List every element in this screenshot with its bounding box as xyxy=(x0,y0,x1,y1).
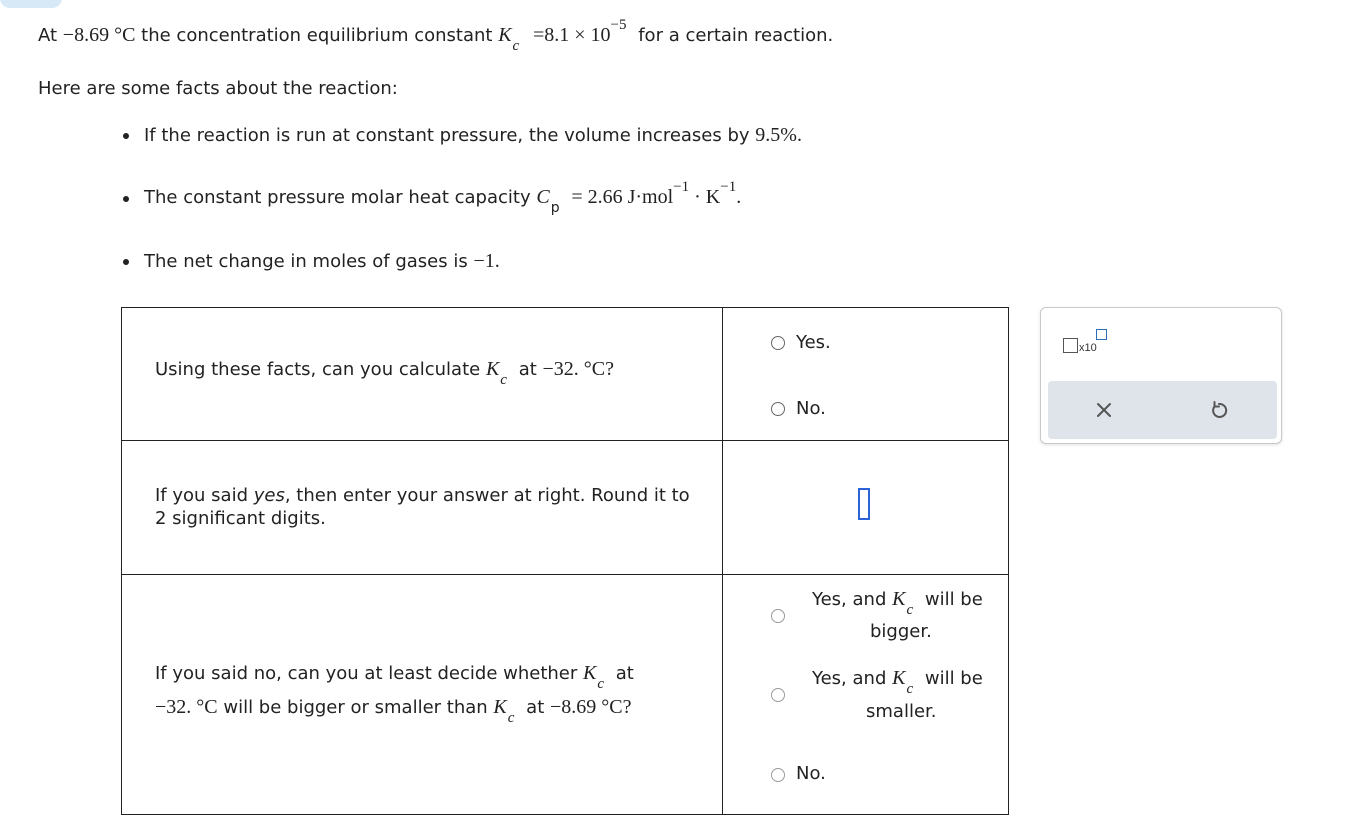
radio-smaller[interactable] xyxy=(771,688,785,702)
radio-no-decide[interactable] xyxy=(771,768,785,782)
option-no-decide-label[interactable]: No. xyxy=(796,763,826,784)
undo-button[interactable] xyxy=(1206,397,1232,423)
math-tool-panel xyxy=(1040,307,1282,444)
radio-bigger[interactable] xyxy=(771,609,785,623)
tool-action-bar xyxy=(1048,381,1277,439)
option-no-label[interactable]: No. xyxy=(796,398,826,419)
question-sig-digits: 2 significant digits. xyxy=(155,508,326,529)
question-table xyxy=(121,307,1009,815)
option-yes-label[interactable]: Yes. xyxy=(796,332,831,353)
question-bigger-smaller-line1: If you said no, can you at least decide whether $K_c$ at xyxy=(155,662,634,692)
intro-statement: At −8.69 °C the concentration equilibrium constant $K_c =8.1 \times 10^{-5}$ for a certain reaction. xyxy=(38,17,834,54)
bullet xyxy=(123,133,129,139)
question-bigger-smaller-line2: −32. °C will be bigger or smaller than $K_c$ at −8.69 °C? xyxy=(155,696,632,726)
close-icon xyxy=(1091,397,1117,423)
table-row xyxy=(122,441,1009,575)
question-enter-answer: If you said yes, then enter your answer at right. Round it to xyxy=(155,485,690,506)
radio-no[interactable] xyxy=(771,402,785,416)
table-row xyxy=(122,575,1009,815)
fact-moles: The net change in moles of gases is −1. xyxy=(144,250,500,272)
clear-button[interactable] xyxy=(1091,397,1117,423)
question-calculate: Using these facts, can you calculate $K_c$ at −32. °C? xyxy=(155,358,615,388)
answer-cell xyxy=(723,441,1009,575)
fact-volume: If the reaction is run at constant pressure, the volume increases by 9.5%. xyxy=(144,124,802,146)
radio-yes[interactable] xyxy=(771,336,785,350)
option-bigger-label[interactable]: Yes, and $K_c$ will be xyxy=(812,588,983,618)
option-smaller-label-line2[interactable]: smaller. xyxy=(866,701,937,722)
base-box-icon xyxy=(1063,338,1078,353)
bullet xyxy=(123,259,129,265)
scientific-notation-button[interactable] xyxy=(1061,328,1111,356)
answer-cell xyxy=(723,308,1009,441)
answer-cell xyxy=(723,575,1009,815)
top-tab-indicator xyxy=(0,0,62,8)
question-cell xyxy=(122,575,723,815)
bullet xyxy=(123,196,129,202)
option-smaller-label[interactable]: Yes, and $K_c$ will be xyxy=(812,667,983,697)
exponent-box-icon xyxy=(1096,329,1107,340)
facts-heading: Here are some facts about the reaction: xyxy=(38,78,398,99)
answer-input[interactable] xyxy=(858,488,870,520)
undo-icon xyxy=(1206,397,1232,423)
question-cell xyxy=(122,308,723,441)
fact-heat-capacity: The constant pressure molar heat capacity $C_p = 2.66$ $J\cdot mol^{-1} \cdot K^{-1}$. xyxy=(144,179,742,216)
x10-label: x10 xyxy=(1079,342,1097,354)
table-row xyxy=(122,308,1009,441)
question-cell xyxy=(122,441,723,575)
option-bigger-label-line2[interactable]: bigger. xyxy=(870,621,932,642)
